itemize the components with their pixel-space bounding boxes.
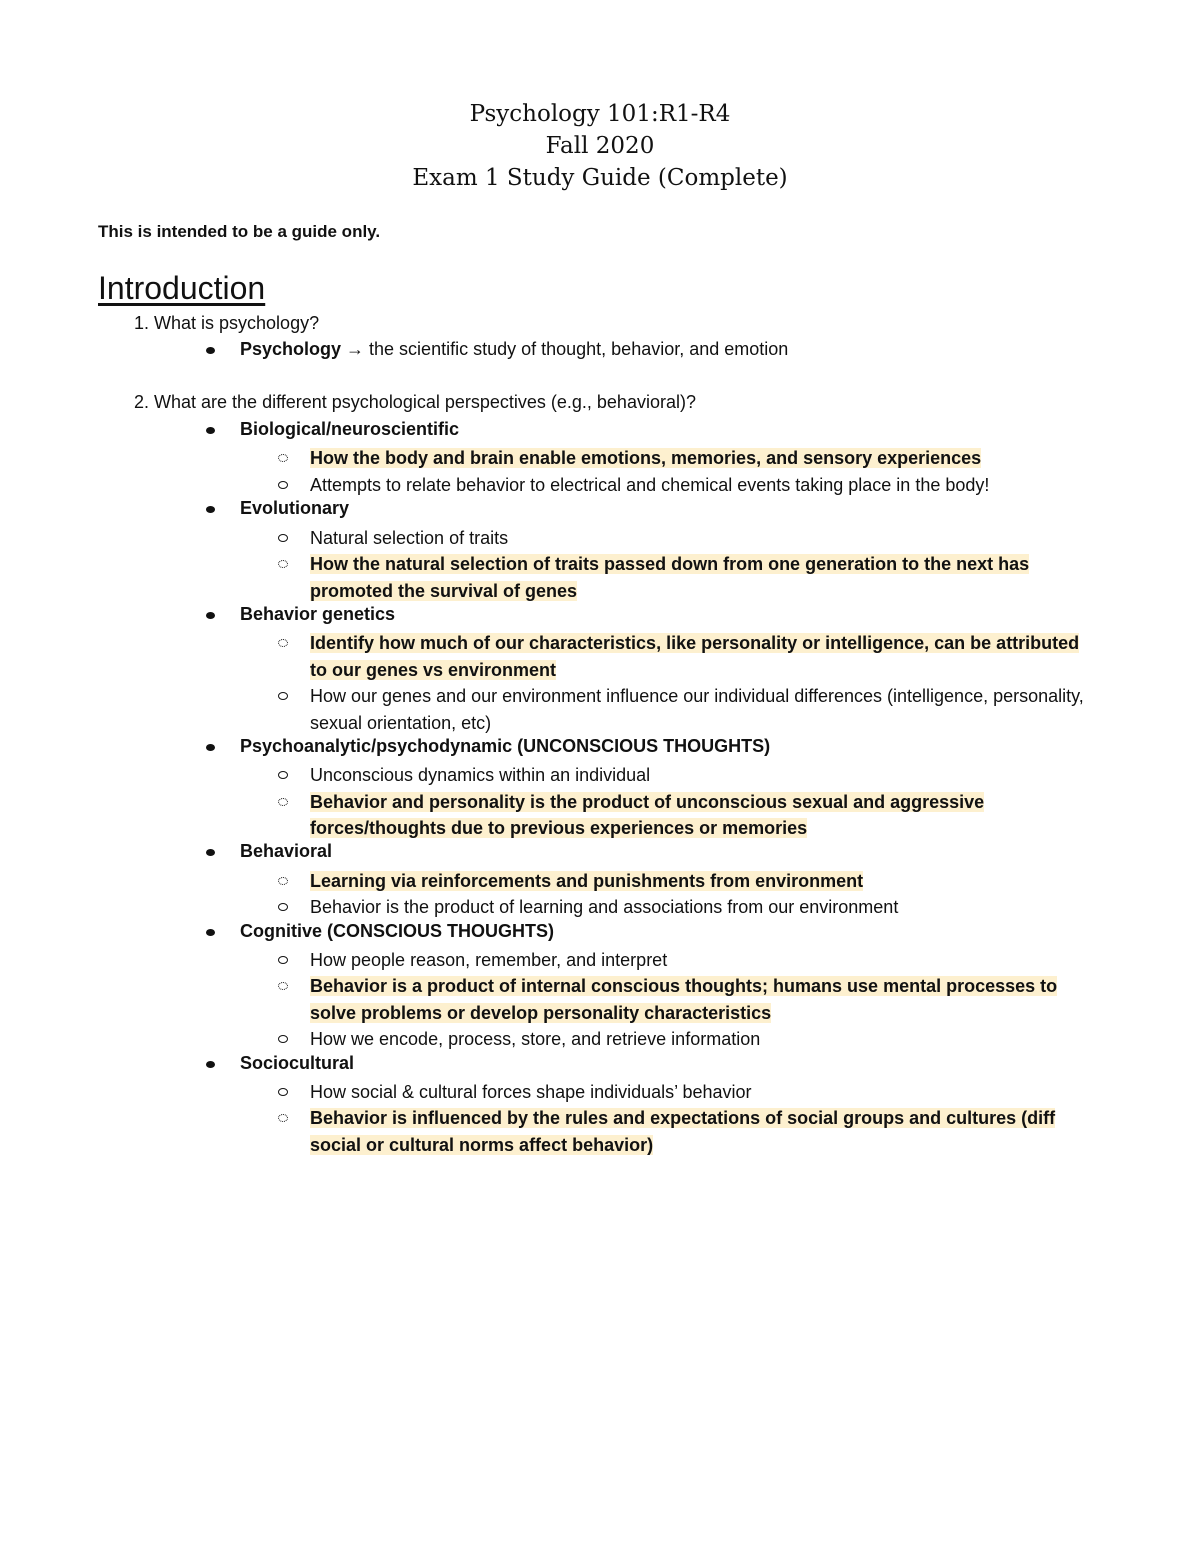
perspective-point (310, 973, 1100, 1026)
sub-bullet-icon (278, 903, 288, 911)
sub-bullet-icon (278, 798, 288, 806)
term-title: Fall 2020 (545, 133, 655, 159)
perspective-point (310, 630, 1100, 683)
perspective-heading (240, 498, 349, 519)
perspective-point (310, 525, 1100, 552)
highlighted-point-text: How the natural selection of traits passed down from one generation to the next has promoted the survival of genes (310, 554, 1030, 601)
bullet-icon (206, 744, 215, 751)
sub-bullet-icon (278, 956, 288, 964)
sub-bullet-icon (278, 877, 288, 885)
guide-disclaimer: This is intended to be a guide only. (98, 222, 381, 241)
perspective-point (310, 894, 1100, 921)
perspective-point (310, 868, 1100, 895)
sub-bullet-icon (278, 481, 288, 489)
highlighted-point-text: Behavior is a product of internal conscious thoughts; humans use mental processes to solve problems or develop personality characteristics (310, 976, 1058, 1023)
perspective-point (310, 1079, 1100, 1106)
bullet-icon (206, 929, 215, 936)
perspective-heading (240, 1053, 354, 1074)
point-text: Behavior is the product of learning and associations from our environment (310, 897, 899, 918)
perspective-point (310, 1026, 1100, 1053)
perspective-point (310, 947, 1100, 974)
point-text: How people reason, remember, and interpret (310, 950, 668, 970)
sub-bullet-icon (278, 1088, 288, 1096)
perspective-heading (240, 419, 459, 440)
highlighted-point-text: Behavior and personality is the product of unconscious sexual and aggressive forces/thoughts due to previous experiences or memories (310, 791, 985, 839)
perspective-name: Behavioral (240, 841, 333, 862)
sub-bullet-icon (278, 534, 288, 542)
perspective-heading (240, 604, 395, 625)
perspective-name: Cognitive (CONSCIOUS THOUGHTS) (240, 920, 554, 941)
bullet-icon (206, 347, 215, 354)
bullet-icon (206, 849, 215, 856)
perspective-name: Behavior genetics (240, 603, 396, 624)
sub-bullet-icon (278, 1114, 288, 1122)
course-title: Psychology 101:R1-R4 (469, 101, 731, 127)
perspective-point (310, 762, 1100, 789)
sub-bullet-icon (278, 982, 288, 990)
sub-bullet-icon (278, 560, 288, 568)
answer-psychology-definition (240, 339, 788, 360)
sub-bullet-icon (278, 771, 288, 779)
question-2: 2. What are the different psychological perspectives (e.g., behavioral)? (134, 392, 696, 412)
perspective-heading (240, 841, 332, 862)
guide-title: Exam 1 Study Guide (Complete) (412, 165, 788, 191)
perspective-point (310, 472, 1100, 499)
perspective-name: Evolutionary (240, 498, 350, 519)
sub-bullet-icon (278, 639, 288, 647)
point-text: How social & cultural forces shape individuals’ behavior (310, 1082, 752, 1102)
perspective-heading (240, 921, 554, 942)
definition-text: → the scientific study of thought, behavior, and emotion (341, 339, 789, 359)
perspective-name: Psychoanalytic/psychodynamic (UNCONSCIOUS THOUGHTS) (240, 735, 771, 756)
perspective-name: Sociocultural (240, 1052, 355, 1073)
bullet-icon (206, 506, 215, 513)
sub-bullet-icon (278, 454, 288, 462)
document-header (0, 98, 1200, 194)
perspective-point (310, 445, 1100, 472)
highlighted-point-text: Identify how much of our characteristics, like personality or intelligence, can be attributed to our genes vs environment (310, 633, 1080, 680)
perspective-name: Biological/neuroscientific (240, 419, 460, 439)
sub-bullet-icon (278, 1035, 288, 1043)
term-psychology: Psychology (240, 339, 342, 359)
perspective-heading (240, 736, 770, 757)
point-text: How we encode, process, store, and retrieve information (310, 1029, 761, 1050)
point-text: Unconscious dynamics within an individual (310, 765, 651, 786)
bullet-icon (206, 612, 215, 619)
perspective-point (310, 551, 1100, 604)
point-text: How our genes and our environment influence our individual differences (intelligence, personality, sexual orientation, etc) (310, 686, 1084, 733)
highlighted-point-text: How the body and brain enable emotions, memories, and sensory experiences (310, 448, 982, 469)
perspective-point (310, 789, 1100, 842)
point-text: Attempts to relate behavior to electrical and chemical events taking place in the body! (310, 474, 990, 495)
highlighted-point-text: Learning via reinforcements and punishments from environment (310, 870, 864, 891)
bullet-icon (206, 427, 215, 434)
sub-bullet-icon (278, 692, 288, 700)
bullet-icon (206, 1061, 215, 1068)
perspective-point (310, 683, 1100, 736)
perspective-point (310, 1105, 1100, 1158)
question-1: 1. What is psychology? (134, 313, 320, 333)
highlighted-point-text: Behavior is influenced by the rules and expectations of social groups and cultures (diff social or cultural norms affect behavior) (310, 1108, 1056, 1155)
point-text: Natural selection of traits (310, 527, 509, 548)
section-title-introduction: Introduction (98, 270, 266, 306)
